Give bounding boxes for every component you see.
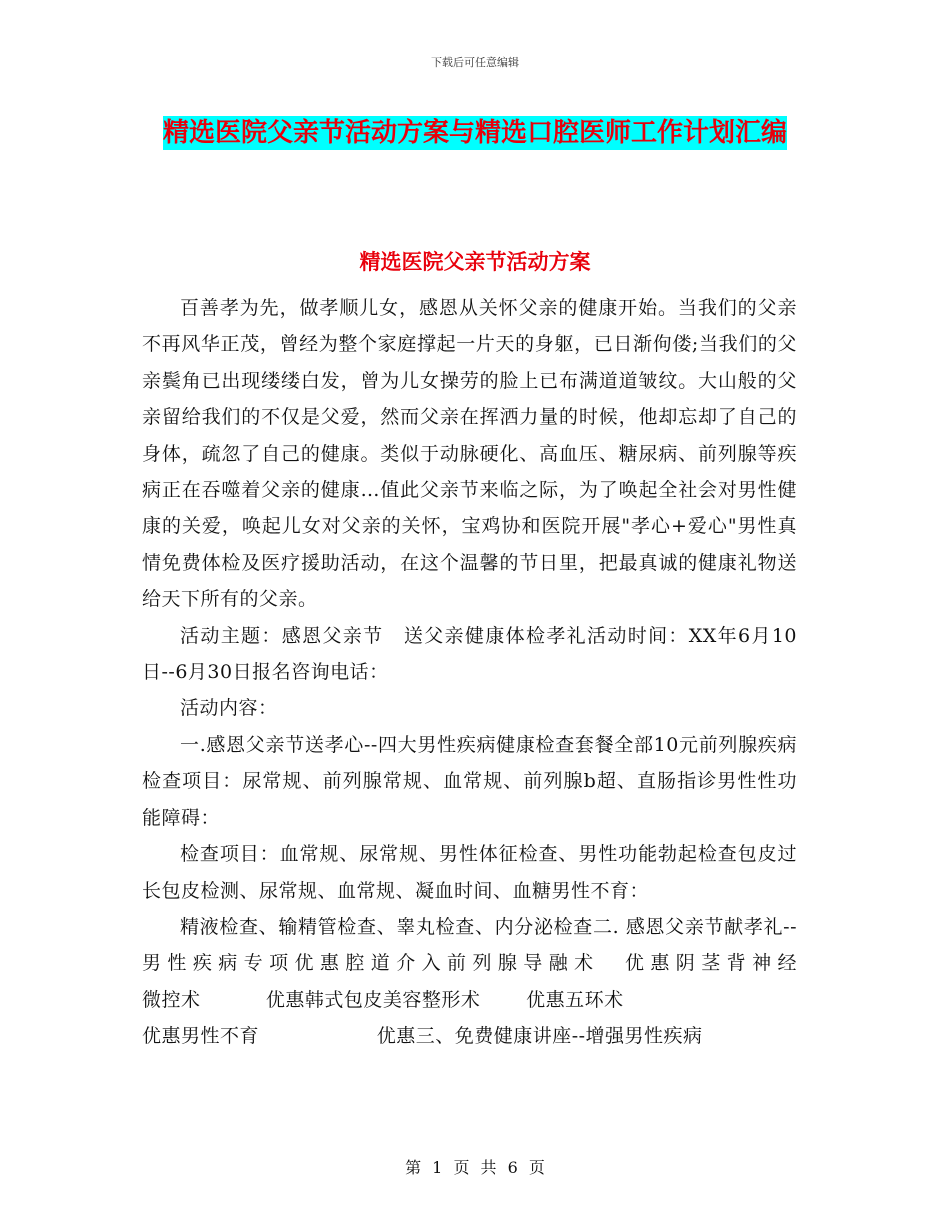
paragraph-tab-line-0: 微控术 优惠韩式包皮美容整形术 优惠五环术 xyxy=(142,988,624,1011)
paragraph-content-heading: 活动内容： xyxy=(180,697,278,720)
paragraph-theme-time: 活动主题：感恩父亲节 送父亲健康体检孝礼活动时间：XX年6月10日--6月30日报名咨询电话： xyxy=(142,624,797,684)
page-number: 第 1 页 共 6 页 xyxy=(405,1158,545,1177)
document-title-text: 精选医院父亲节活动方案与精选口腔医师工作计划汇编 xyxy=(162,118,787,148)
paragraph-item-one: 一.感恩父亲节送孝心--四大男性疾病健康检查套餐全部10元前列腺疾病检查项目：尿常规、前列腺常规、血常规、前列腺b超、直肠指诊男性性功能障碍： xyxy=(142,733,797,829)
page-header-note: 下载后可任意编辑 xyxy=(431,56,519,69)
paragraph-check-items: 检查项目：血常规、尿常规、男性体征检查、男性功能勃起检查包皮过长包皮检测、尿常规、血常规、凝血时间、血糖男性不育： xyxy=(142,843,797,902)
section-title: 精选医院父亲节活动方案 xyxy=(359,250,591,274)
paragraph-intro: 百善孝为先，做孝顺儿女，感恩从关怀父亲的健康开始。当我们的父亲不再风华正茂，曾经为整个家庭撑起一片天的身躯，已日渐佝偻;当我们的父亲鬓角已出现缕缕白发，曾为儿女操劳的脸上已布满道道皱纹。大山般的父亲留给我们的不仅是父爱，然而父亲在挥洒力量的时候，他却忘却了自己的身体，疏忽了自己的健康。类似于动脉硬化、高血压、糖尿病、前列腺等疾病正在吞噬着父亲的健康…值此父亲节来临之际，为了唤起全社会对男性健康的关爱，唤起儿女对父亲的关怀，宝鸡协和医院开展"孝心+爱心"男性真情免费体检及医疗援助活动，在这个温馨的节日里，把最真诚的健康礼物送给天下所有的父亲。 xyxy=(142,297,797,611)
paragraph-tab-line-1: 优惠男性不育 优惠三、免费健康讲座--增强男性疾病 xyxy=(142,1025,703,1048)
document-title xyxy=(140,110,810,156)
document-body xyxy=(142,290,797,1055)
paragraph-item-two: 精液检查、输精管检查、睾丸检查、内分泌检查二. 感恩父亲节献孝礼--男性疾病专项优惠腔道介入前列腺导融术 优惠阴茎背神经微控术 优惠韩式包皮美容整形术 优惠五环术 xyxy=(142,915,797,1011)
